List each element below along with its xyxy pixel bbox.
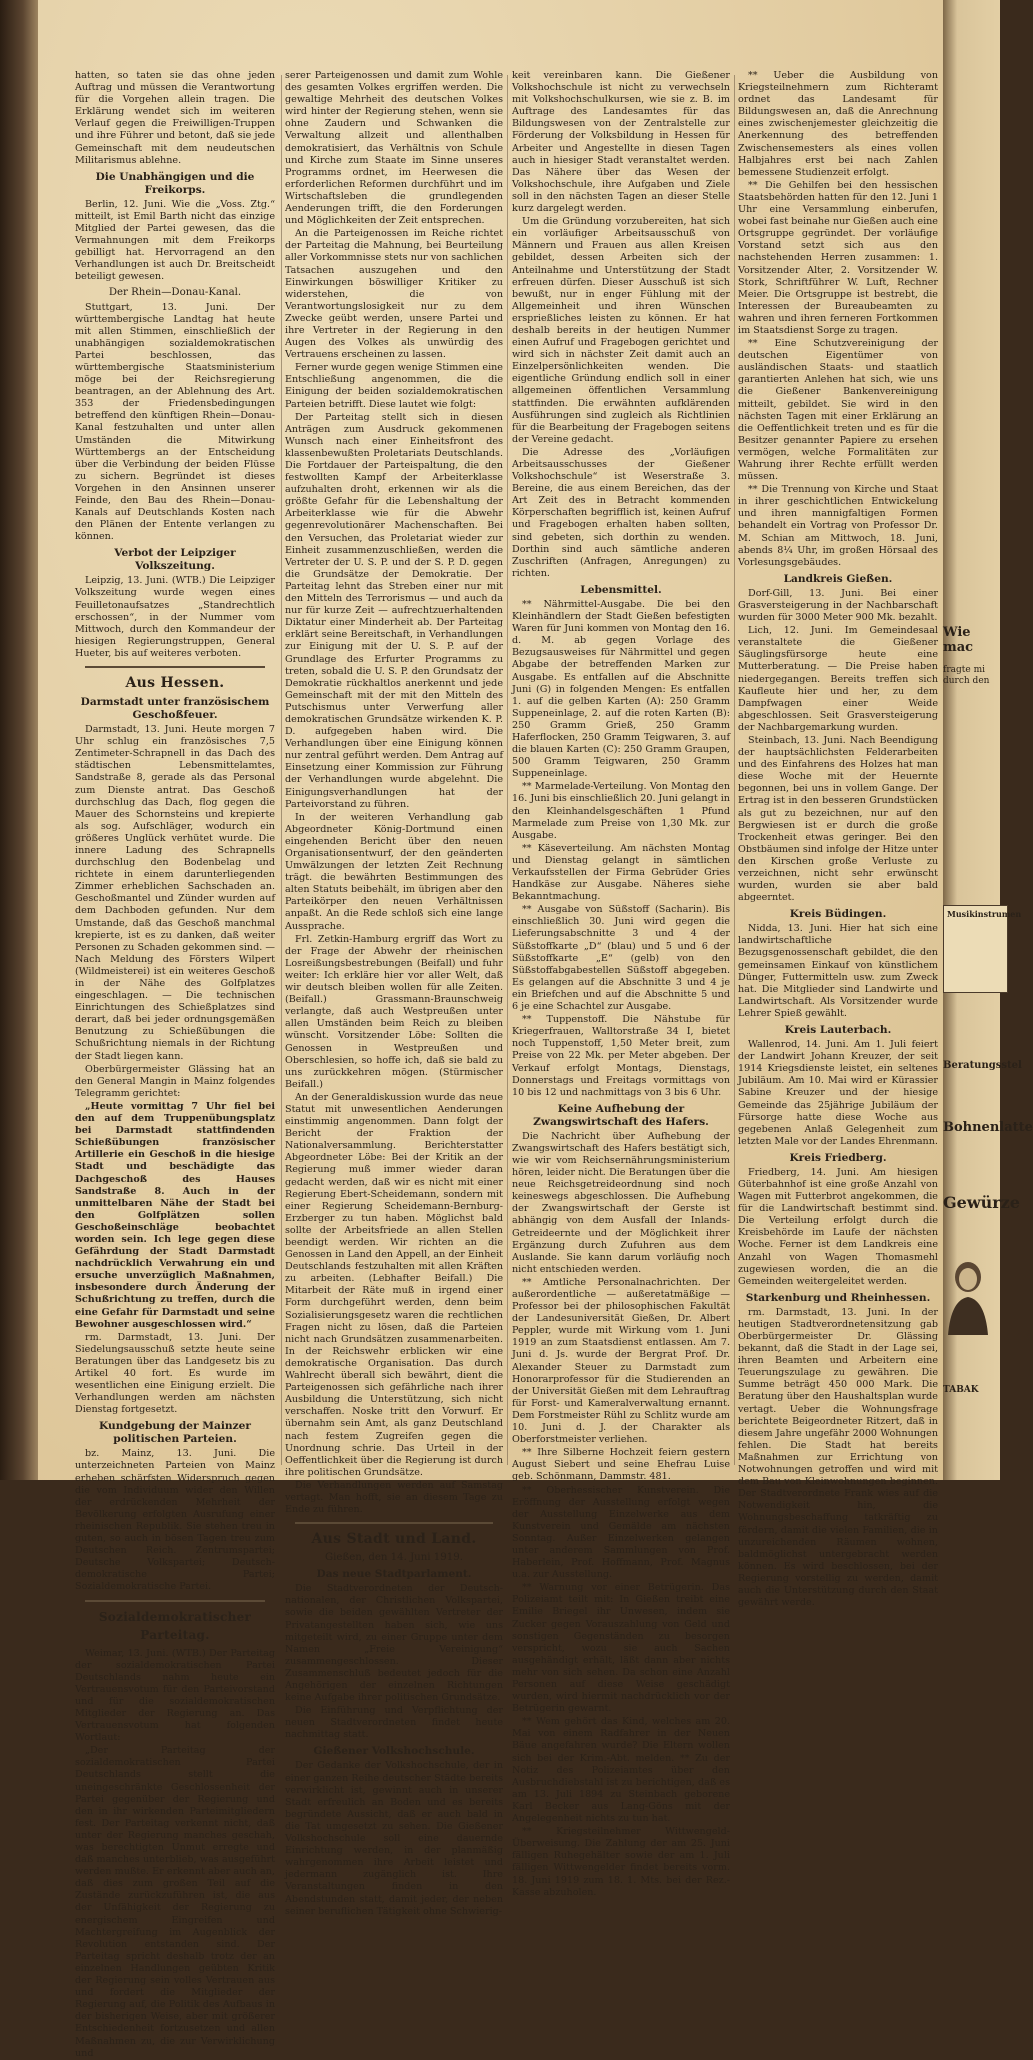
article-text: ** Ausgabe von Süßstoff (Sacharin). Bis einschließlich 30. Juni wird gegen die Lieferungsabschnitte 3 und 4 der Süßstoffkarte „D“ (blau) und 5 und 6 der Süßstoffkarte „E“ (gelb) von den Süßstoffabgabestellen Süßstoff abgegeben. Es gelangen auf die Abschnitte 3 und 4 je ein Briefchen und auf die Abschnitte 5 und 6 je eine Schachtel zur Ausgabe. [512, 904, 730, 1013]
article-text: ** Oberhessischer Kunstverein. Die Eröffnung der Ausstellung erfolgt wegen der Ausstellung Einzelwerke aus dem Kunstverein und Gemälde am nächsten Sonntag. Außer Einzelwerken gelangen unter anderem Sammlungen von Prof. Haberlein, Prof. Hoffmann, Prof. Magnus u.a. zur Ausstellung. [512, 1484, 730, 1581]
headline: Kreis Friedberg. [789, 1151, 887, 1164]
column-rule [281, 75, 282, 1465]
headline: Kreis Büdingen. [789, 908, 887, 921]
article-text: Die Verhandlungen werden auf Samstag vertagt. Man hofft, sie an diesem Tage zu Ende zu führen. [285, 1479, 503, 1516]
headline: Lebensmittel. [580, 583, 662, 596]
article-text: ** Wem gehört das Kind, welches am 20. Mai von einem Radfahrer in der Neuen Bäue angefahren wurde? Die Eltern wollen sich bei der Krim.-Abt. melden. ** Zu der Notiz des Polizeiamtes über den Ausbruchdiebstahl ist zu berichtigen, daß es am 13. Juli 1894 zu Steinbach geborene Karl Becker aus Lang-Göns mit der Angelegenheit nichts zu tun hat. [512, 1716, 730, 1825]
article-text: Weimar, 13. Juni. (WTB.) Der Parteitag der sozialdemokratischen Partei Deutschlands nahm heute ein Vertrauensvotum für den Parteivorstand und für die sozialdemokratischen Mitglieder der Regierung an. Das Vertrauensvotum hat folgenden Wortlaut: [75, 1647, 275, 1744]
ad-headline: Beratungsstel [943, 1060, 1022, 1071]
article-text: Leipzig, 13. Juni. (WTB.) Die Leipziger Volkszeitung wurde wegen eines Feuilletonaufsatzes „Standrechtlich erschossen“, in der Nummer vom Mittwoch, durch den Kommandeur der hiesigen Regierungstruppen, General Hueter, bis auf weiteres verboten. [75, 575, 275, 659]
adjacent-page [943, 0, 1033, 1480]
article-text: ** Nährmittel-Ausgabe. Die bei den Kleinhändlern der Stadt Gießen befestigten Waren für Juni kommen von Montag den 16. d. M. ab gegen Vorlage des Bezugsausweises für Nährmittel und gegen Abgabe der betreffenden Marken zur Ausgabe. Es entfallen auf die Abschnitte Juni (G) in folgenden Mengen: Es entfallen 1. auf die gelben Karten (A): 250 Gramm Suppeneinlage, 2. auf die roten Karten (B): 250 Gramm Grieß, 250 Gramm Haferflocken, 250 Gramm Teigwaren, 3. auf die blauen Karten (C): 250 Gramm Graupen, 500 Gramm Teigwaren, 250 Gramm Suppeneinlage. [512, 598, 730, 780]
binding-shadow [0, 0, 38, 1480]
article-text: Die Adresse des „Vorläufigen Arbeitsausschusses der Gießener Volkshochschule“ ist Weserstraße 3. Bereine, die aus einem Bereichen, das der Art Zeit des in Betracht kommenden Körperschaften begrifflich ist, keinen Aufruf und Fragebogen erhalten haben sollten, sind gebeten, sich dorthin zu wenden. Dorthin sind auch sämtliche anderen Zuschriften (Anfragen, Anregungen) zu richten. [512, 446, 730, 579]
column-1 [75, 70, 275, 2059]
article-text: serer Parteigenossen und damit zum Wohle des gesamten Volkes ergriffen werden. Die gewaltige Mehrheit des deutschen Volkes wird hinter der Regierung stehen, wenn sie ohne Zaudern und Schwanken die Verwaltung allzeit und allenthalben demokratisiert, das Verhältnis von Schule und Kirche zum Staate im Sinne unseres Programms ordnet, im Heerwesen die erforderlichen Reformen durchführt und im Wirtschaftsleben die grundlegenden Aenderungen trifft, die den Forderungen und Möglichkeiten der Zeit entsprechen. [285, 70, 503, 227]
headline: Verbot der Leipziger Volkszeitung. [114, 547, 236, 573]
article-text: bz. Mainz, 13. Juni. Die unterzeichneten Parteien von Mainz erheben schärfsten Widerspruch gegen die vom Individuum wider den Willen der erdrückenden Mehrheit der Bevölkerung erfolgten Ausrufung einer rheinischen Republik. Sie stehen treu in guten, so auch in bösen Tagen treu zum Deutschen Reich. Zentrumspartei; Deutsche Volkspartei; Deutsch-demokratische Partei; Sozialdemokratische Partei. [75, 1448, 275, 1593]
advertisement [943, 905, 1022, 993]
article-text: Stuttgart, 13. Juni. Der württembergische Landtag hat heute mit allen Stimmen, einschließlich der unabhängigen sozialdemokratischen Partei beschlossen, das württembergische Staatsministerium möge bei der Reichsregierung beantragen, an der Ablehnung des Art. 353 der Friedensbedingungen betreffend den künftigen Rhein—Donau-Kanal festzuhalten und unter allen Umständen die Mitwirkung Württembergs an der Entscheidung über die Verbindung der beiden Flüsse zu sichern. Begründet ist dieses Vorgehen in den Ansinnen unserer Feinde, den Bau des Rhein—Donau-Kanals auf Deutschlands Kosten nach den Plänen der Entente verlangen zu können. [75, 301, 275, 543]
article-text: Die Stadtverordneten der Deutsch-nationalen, der Christlichen Volkspartei, sowie die beiden gewählten Vertreter der Privatangestellten haben sich, wie uns mitgeteilt wird, zu einer Gruppe unter dem Namen „Freie Vereinigung“ zusammengeschlossen. Dieser Zusammenschluß bedeutet jedoch für die Angehörigen der einzelnen Richtungen keine Aufgabe ihrer politischen Grundsätze. [285, 1583, 503, 1704]
article-text: Nidda, 13. Juni. Hier hat sich eine landwirtschaftliche Bezugsgenossenschaft gebildet, die den gemeinsamen Einkauf von künstlichem Dünger, Futtermitteln usw. zum Zweck hat. Die Mitglieder sind Landwirte und Landwirtschaft. Als Vorsitzender wurde Lehrer Spieß gewählt. [738, 923, 938, 1019]
article-text: Dorf-Gill, 13. Juni. Bei einer Grasversteigerung in der Nachbarschaft wurden für 3000 Meter 900 Mk. bezahlt. [738, 587, 938, 624]
portrait-illustration [943, 1255, 993, 1335]
article-text: ** Ihre Silberne Hochzeit feiern gestern August Siebert und seine Ehefrau Luise geb. Schönmann, Dammstr. 481. [512, 1447, 730, 1483]
headline: Kreis Lauterbach. [784, 1024, 892, 1037]
headline: Darmstadt unter französischem Geschoßfeuer. [80, 696, 270, 722]
dateline: Gießen, den 14. Juni 1919. [325, 1552, 463, 1564]
section-heading: Aus Hessen. [125, 675, 225, 692]
ad-headline: Gewürze [943, 1193, 1020, 1212]
advertisement [943, 625, 1000, 745]
section-divider [85, 1600, 265, 1602]
section-divider [295, 1522, 493, 1524]
article-text: Frl. Zetkin-Hamburg ergriff das Wort zu der Frage der Abwehr der rheinischen Losreißungsbestrebungen (Beifall) und fuhr weiter: Ich erkläre hier vor aller Welt, daß wir deutsch bleiben wollen für alle Zeiten. (Beifall.) Grassmann-Braunschweig verlangte, daß auch Westpreußen unter allen Umständen beim Reich zu bleiben wünscht. Vorsitzender Löbe: Sollten die Genossen in Westpreußen und Oberschlesien, so hoffe ich, daß sie bald zu uns zurückkehren mögen. (Stürmischer Beifall.) [285, 933, 503, 1090]
ad-headline: Bohnenlatte [943, 1120, 1033, 1135]
column-rule [507, 75, 508, 1465]
article-text: hatten, so taten sie das ohne jeden Auftrag und müssen die Verantwortung für die Vorgehen allein tragen. Die Erklärung wendet sich im weiteren Verlauf gegen die Freiwilligen-Truppen und ihre Führer und betont, daß sie jede Gemeinschaft mit dem neudeutschen Militarismus ablehne. [75, 70, 275, 166]
ad-headline: Musikinstrumen [947, 909, 1022, 919]
article-text: Der Gedanke der Volkshochschule, der in einer ganzen Reihe deutscher Städte bereits verwirklicht ist, gewinnt auch in unserer Stadt erfreulich an Boden und es bereits begründete Aussicht, daß er auch bald in die Tat umgesetzt zu sehen. Die Gießener Volkshochschule soll eine dauernde Einrichtung werden, in der planmäßig wahrgenommen ihre Arbeit leistet und jedermann zugänglich ist. Ihre Veranstaltungen finden in den Abendstunden statt, damit jeder, der neben seiner beruflichen Tätigkeit ohne Schwierig- [285, 1760, 503, 1917]
article-text: rm. Darmstadt, 13. Juni. Der Siedelungsausschuß setzte heute seine Beratungen über das Landgesetz bis zu Artikel 40 fort. Es wurde im wesentlichen eine Einigung erzielt. Die Verhandlungen werden am nächsten Dienstag fortgesetzt. [75, 1331, 275, 1416]
article-text: ** Warnung vor einer Betrügerin. Das Polizeiamt teilt mit: In Gießen treibt eine Emilie Briegel ihr Unwesen, indem sie Zucker gegen Vorauszahlung von Geld und sonstigen Gegenständen zu besorgen verspricht, wozu sie auch Sachen ausgehändigt erhält, läßt dann aber nichts mehr von sich sehen. Da schon eine Anzahl Personen auf diese Weise geschädigt wurden, wird hiermit nachdrücklich vor der Betrügerin gewarnt. [512, 1582, 730, 1715]
article-text: Darmstadt, 13. Juni. Heute morgen 7 Uhr schlug ein französisches 7,5 Zentimeter-Schrapnell in das Dach des städtischen Lebensmittelamtes, Sandstraße 8, gerade als das Personal zum Dienste antrat. Das Geschoß durchschlug das Dach, flog gegen die Mauer des Schornsteins und krepierte als sog. Aufschläger, wodurch ein größeres Unglück verhütet wurde. Die innere Ladung des Schrapnells durchschlug den Bodenbelag und richtete in einem darunterliegenden Zimmer erheblichen Sachschaden an. Geschoßmantel und Zünder wurden auf dem Dachboden gefunden. Nur dem Umstande, daß das Geschoß manchmal krepierte, ist es zu danken, daß weiter Personen zu Schaden gekommen sind. — Nach Meldung des Försters Wilpert (Wildmeisterei) ist ein weiteres Geschoß in der Nähe des Golfplatzes eingeschlagen. — Die technischen Einrichtungen des Schießplatzes sind derart, daß bei jeder ordnungsgemäßen Benutzung zu Schießübungen die Schußrichtung niemals in der Richtung der Stadt liegen kann. [75, 724, 275, 1062]
headline: Keine Aufhebung der Zwangswirtschaft des Hafers. [533, 1102, 709, 1128]
article-text: Um die Gründung vorzubereiten, hat sich ein vorläufiger Arbeitsausschuß von Männern und Frauen aus allen Kreisen gebildet, dessen Arbeiten sich der Anteilnahme und Unterstützung der Stadt erfreuen dürfen. Dieser Ausschuß ist sich bewußt, nur in enger Fühlung mit der Allgemeinheit und ihren Wünschen ersprießliches leisten zu können. Er hat deshalb bereits in der heutigen Nummer einen Aufruf und Fragebogen gerichtet und wird sich in nächster Zeit damit auch an Einzelpersönlichkeiten wenden. Die eigentliche Gründung endlich soll in einer allgemeinen öffentlichen Versammlung stattfinden. Die erwähnten aufklärenden Ausführungen sind zugleich als Richtlinien für die Bearbeitung der Fragebogen seitens der Vereine gedacht. [512, 216, 730, 445]
column-rule [734, 75, 735, 1465]
article-text: ** Marmelade-Verteilung. Von Montag den 16. Juni bis einschließlich 20. Juni gelangt in den Kleinhandelsgeschäften 1 Pfund Marmelade zum Preise von 1,30 Mk. zur Ausgabe. [512, 781, 730, 841]
headline: Kundgebung der Mainzer politischen Parteien. [99, 1420, 251, 1446]
article-text: „Heute vormittag 7 Uhr fiel bei den auf dem Truppenübungsplatz bei Darmstadt stattfindenden Schießübungen französischer Artillerie ein Geschoß in die hiesige Stadt und beschädigte das Dachgeschoß des Hauses Sandstraße 8. Auch in der unmittelbaren Nähe der Stadt bei den Golfplätzen sollen Geschoßeinschläge beobachtet worden sein. Ich lege gegen diese Gefährdung der Stadt Darmstadt nachdrücklich Verwahrung ein und ersuche unverzüglich Maßnahmen, insbesondere durch Änderung der Schußrichtung zu treffen, durch die eine Gefahr für Darmstadt und seine Bewohner ausgeschlossen wird.“ [75, 1100, 275, 1330]
advertisement [943, 1060, 1022, 1090]
article-text: An der Generaldiskussion wurde das neue Statut mit unwesentlichen Aenderungen einstimmig angenommen. Dann folgt der Bericht der Fraktion der Nationalversammlung. Berichterstatter Abgeordneter Löbe: Bei der Kritik an der Regierung muß immer wieder daran gedacht werden, daß wir es nicht mit einer Regierung Ebert-Scheidemann, sondern mit einer Regierung Scheidemann-Bernburg-Erzberger zu tun haben. Möglichst bald sollte der Arbeitsfriede an allen Stellen beendigt werden. Wir richten an die Genossen in Land den Appell, an der Einheit Deutschlands festzuhalten mit allen Kräften zu arbeiten. (Lebhafter Beifall.) Die Mitarbeit der Räte muß in irgend einer Form durchgeführt werden, denn beim Sozialisierungsgesetz waren die rechtlichen Fragen nicht zu lösen, daß die Parteien nicht nach Grundsätzen zusammenarbeiten. In der Reichswehr erblicken wir eine demokratische Organisation. Das durch Wahlrecht überall sich bewährt, dient die Parteigenossen sich gefährliche nach ihrer Ausbildung die Unterstützung, sich nicht verschaffen. Noske tritt den Vorwurf. Er übernahm sein Amt, als ganz Deutschland nach festem Zugreifen gegen die Unordnung schrie. Das Urteil in der Oeffentlichkeit über die Regierung ist durch ihre politischen Grundsätze. [285, 1091, 503, 1478]
section-heading: Sozialdemokratischer Parteitag. [98, 1609, 252, 1642]
column-3 [512, 70, 730, 1898]
article-text: ** Amtliche Personalnachrichten. Der außerordentliche — außeretatmäßige — Professor bei der philosophischen Fakultät der Landesuniversität Gießen, Dr. Albert Peppler, wurde mit Wirkung vom 1. Juni 1919 an zum Staatsdienst entlassen. Am 7. Juni d. Js. wurde der Bergrat Prof. Dr. Alexander Steuer zu Darmstadt zum Honorarprofessor für die Studierenden an der Universität Gießen mit dem Lehrauftrag für Forst- und Kameralverwaltung ernannt. Dem Forstmeister Rühl zu Schlitz wurde am 10. Juni d. J. der Charakter als Oberforstmeister verliehen. [512, 1276, 730, 1446]
article-text: Wallenrod, 14. Juni. Am 1. Juli feiert der Landwirt Johann Kreuzer, der seit 1914 Kriegsdienste leistet, ein seltenes Jubiläum. Am 10. Mai wird er Kürassier Sabine Kreuzer und der hiesige Gemeinde das 25jährige Jubiläum der Fürsorge hatte diese Woche aus gegebenen Anlaß Gelegenheit zum letzten Male vor der Landes Ehrenmann. [738, 1039, 938, 1147]
headline: Das neue Stadtparlament. [316, 1568, 472, 1581]
headline: Landkreis Gießen. [783, 572, 893, 585]
article-text: ** Tuppenstoff. Die Nähstube für Kriegerfrauen, Walltorstraße 34 I, bietet noch Tuppenstoff, 1,50 Meter breit, zum Preise von 22 Mk. per Meter abgeben. Der Verkauf erfolgt Montags, Dienstags, Donnerstags und Freitags vormittags von 10 bis 12 und nachmittags von 3 bis 6 Uhr. [512, 1014, 730, 1098]
article-text: Lich, 12. Juni. Im Gemeindesaal veranstaltete die Gießener Säuglingsfürsorge heute eine Mutterberatung. — Die Preise haben niedergegangen. Bereits treffen sich Kaufleute hier und her, zu dem Dampfwagen einer Weide abgeschlossen. Seit Grasversteigerung der Nachbargemarkung wurden. [738, 625, 938, 733]
ad-text: fragte mi [943, 665, 985, 675]
headline: Starkenburg und Rheinhessen. [745, 1291, 931, 1304]
ad-headline: TABAK [943, 1385, 979, 1395]
advertisement [943, 1255, 1000, 1345]
article-text: ** Die Trennung von Kirche und Staat in ihrer geschichtlichen Entwickelung und ihren mannigfaltigen Formen behandelt ein Vortrag von Professor Dr. M. Schian am Mittwoch, 18. Juni, abends 8¼ Uhr, im großen Hörsaal des Vorlesungsgebäudes. [738, 484, 938, 568]
advertisement [943, 1385, 1000, 1405]
article-text: ** Ueber die Ausbildung von Kriegsteilnehmern zum Richteramt ordnet das Landesamt für Bildungswesen an, daß die Anrechnung eines zwischenjemester gleichzeitig die Anerkennung des betreffenden Zwischensemesters als eines vollen Halbjahres erst bei nach Zahlen bemessene Studienzeit erfolgt. [738, 70, 938, 178]
headline: Der Rhein—Donau-Kanal. [108, 287, 242, 299]
article-text: In der weiteren Verhandlung gab Abgeordneter König-Dortmund einen eingehenden Bericht über den neuen Organisationsentwurf, der den geänderten Umwälzungen der letzten Zeit Rechnung trägt. die bewährten Bestimmungen des alten Statuts beibehält, im übrigen aber den Parteikörper den neuen Verhältnissen anpaßt. An die Rede schloß sich eine lange Aussprache. [285, 811, 503, 932]
ad-headline: Wie mac [943, 625, 974, 655]
article-text: Die Nachricht über Aufhebung der Zwangswirtschaft des Hafers bestätigt sich, wie wir vom Reichsernährungsministerium hören, leider nicht. Die Beratungen über die neue Reichsgetreideordnung sind noch keineswegs abgeschlossen. Die Aufhebung der Zwangswirtschaft der Gerste ist abhängig von dem Ausfall der Inlands-Getreideernte und der Möglichkeit ihrer Ergänzung durch Zufuhren aus dem Auslande. Sie kann darum vorläufig noch nicht entschieden werden. [512, 1130, 730, 1275]
article-text: Der Parteitag stellt sich in diesen Anträgen zum Ausdruck gekommenen Wunsch nach einer Einheitsfront des klassenbewußten Proletariats Deutschlands. Die Fortdauer der Parteispaltung, die den festwollten Kampf der Arbeiterklasse aufzuhalten droht, erkennen wir als die größte Gefahr für die Lebenshaltung der Arbeiterklasse wie für die Abwehr gegenrevolutionärer Machenschaften. Bei den Versuchen, das Proletariat wieder zur Einheit zusammenzuschließen, werden die Vertreter der U. S. P. und der S. P. D. gegen die Grundsätze der Demokratie. Der Parteitag lehnt das Streben einer nur mit den Mitteln des Terrorismus — und auch da nur für kurze Zeit — aufrechtzuerhaltenden Diktatur einer Minderheit ab. Der Parteitag erklärt seine Bereitschaft, in Verhandlungen zur Einigung mit der U. S. P. auf der Grundlage des Erfurter Programms zu treten, sobald die U. S. P. den Grundsatz der Demokratie rückhaltlos anerkennt und jede Gemeinschaft mit der mit den Mitteln des Putschismus unter Verwerfung aller demokratischen Grundsätze wirkenden K. P. D. aufgegeben haben wird. Die Verhandlungen über eine Einigung können nur zentral geführt werden. Dem Antrag auf Einsetzung einer Kommission zur Führung der Verhandlungen wurde abgelehnt. Die Einigungsverhandlungen hat der Parteivorstand zu führen. [285, 411, 503, 810]
article-text: Steinbach, 13. Juni. Nach Beendigung der hauptsächlichsten Felderarbeiten und des Einfahrens des Holzes hat man diese Woche mit der Heuernte begonnen, bei uns in vollem Gange. Der Ertrag ist in den besseren Grundstücken als gut zu bezeichnen, nur auf den Bergwiesen ist er durch die große Trockenheit etwas geringer. Bei den Obstbäumen sind infolge der Hitze unter den Kirschen große Verluste zu verzeichnen, nicht sehr erwünscht wurden, wurden sie aber bald abgeerntet. [738, 734, 938, 904]
headline: Die Unabhängigen und die Freikorps. [95, 170, 255, 196]
section-divider [85, 666, 265, 668]
article-text: An die Parteigenossen im Reiche richtet der Parteitag die Mahnung, bei Beurteilung aller Vorkommnisse stets nur von sachlichen Tatsachen auszugehen und den Einwirkungen böswilliger Kritiker zu widerstehen, die von Verantwortungslosigkeit nur zu dem Zwecke geübt werden, unsere Partei und ihre Vertreter in der Regierung in den Augen des Volkes als unwürdig des Vertrauens erscheinen zu lassen. [285, 228, 503, 361]
article-text: „Der Parteitag der sozialdemokratischen Partei Deutschlands stellt die uneingeschränkte Geschlossenheit der Partei gegenüber der Regierung und den in ihr wirkenden Parteimitgliedern fest. Der Parteitag verkennt nicht, daß unter der Regierung manches geschah, was berechtigten Unmut erregte und daß manches unterblieb, was ausgeführt werden mußte. Er erkennt aber auch an, daß dies zum großen Teil auf die Zustände zurückzuführen ist, die aus der Unfähigkeit der Regierung zu energischem Eingreifen und Machtergreifung im Augenblick der Revolution entstanden sind. Der Parteitag spricht deshalb trotz der an einzelnen Handlungen geübten Kritik der Regierung sein volles Vertrauen aus und fordert die Mitglieder der Regierung auf, die Politik des Aufbaus in der bisherigen Weise, aber mit größerer Entschiedenheit fortzusetzen und allen Maßnahmen zu, die zur Verwirklichung und [75, 1745, 275, 2059]
advertisement [943, 1193, 1020, 1225]
article-text: rm. Darmstadt, 13. Juni. In der heutigen Stadtverordnetensitzung gab Oberbürgermeister Dr. Glässing bekannt, daß die Stadt in der Lage sei, ihren Beamten und Arbeitern eine Teuerungszulage zu gewähren. Die Summe beträgt 450 000 Mark. Die Beratung über den Haushaltsplan wurde vertagt. Ueber die Wohnungsfrage berichtete Beigeordneter Ritzert, daß in diesem Jahre ungefähr 2000 Wohnungen fehlen. Die Stadt hat bereits Maßnahmen zur Errichtung von Notwohnungen getroffen und wird mit dem Bau von Kleinwohnungen beginnen. Der Stadtverordnete Frank wies auf die Notwendigkeit hin, die Wohnungsbeschaffung tatkräftig zu fördern, damit die vielen Familien, die in unzureichenden Räumen wohnen, baldmöglichst untergebracht werden können. Es wird beschlossen, bei der Regierung vorstellig zu werden, damit auch die Unterstützung durch den Staat gewährt werde. [738, 1306, 938, 1609]
article-text: ** Eine Schutzvereinigung der deutschen Eigentümer von ausländischen Staats- und staatlich garantierten Anlehen hat sich, wie uns die Gießener Bankenvereinigung mitteilt, gebildet. Sie wird in den nächsten Tagen mit einer Erklärung an die Oeffentlichkeit treten und es für die Besitzer genannter Papiere zu ersehen vermögen, welche Formalitäten zur Wahrung ihrer Rechte erfüllt werden müssen. [738, 338, 938, 483]
section-heading: Aus Stadt und Land. [311, 1531, 477, 1548]
article-text: ** Kriegsteilnehmer Wittwengeld-Überweisung. Die Zahlung der am 25. Juni fälligen Ruhegehälter sowie der am 1. Juli fälligen Wittwengelder findet bereits vorm. 18. Juni 1919 zum 18. 1. Mts. bei der Rez.-Kasse abzuholen. [512, 1826, 730, 1898]
column-2 [285, 70, 503, 1917]
article-text: Ferner wurde gegen wenige Stimmen eine Entschließung angenommen, die die Einigung der beiden sozialdemokratischen Parteien betrifft. Diese lautet wie folgt: [285, 362, 503, 410]
article-text: ** Die Gehilfen bei den hessischen Staatsbehörden hatten für den 12. Juni 1 Uhr eine Versammlung einberufen, wobei fast beinahe nur Gießen auch eine Ortsgruppe gegründet. Der vorläufige Vorstand setzt sich aus den nachstehenden Herren zusammen: 1. Vorsitzender Alter, 2. Vorsitzender W. Stork, Schriftführer W. Luft, Rechner Meier. Die Ortsgruppe ist bestrebt, die Interessen der Bureaubeamten zu wahren und ihren ferneren Fortkommen im Staatsdienst Sorge zu tragen. [738, 179, 938, 336]
article-text: Die Einführung und Verpflichtung der neuen Stadtverordneten findet heute nachmittag statt. [285, 1705, 503, 1741]
ad-text: durch den [943, 676, 990, 686]
article-text: Berlin, 12. Juni. Wie die „Voss. Ztg.“ mitteilt, ist Emil Barth nicht das einzige Mitglied der Partei gewesen, das die Vermahnungen mit dem Freikorps gebilligt hat. Hervorragend an den Verhandlungen ist auch Dr. Breitscheidt beteiligt gewesen. [75, 198, 275, 283]
article-text: keit vereinbaren kann. Die Gießener Volkshochschule ist nicht zu verwechseln mit Volkshochschulkursen, wie sie z. B. im Auftrage des Landesamtes für das Bildungswesen von der Zentralstelle zur Förderung der Volksbildung in Hessen für Arbeiter und Angestellte in diesen Tagen auch in hiesiger Stadt veranstaltet werden. Das Nähere über das Wesen der Volkshochschule, ihre Aufgaben und Ziele soll in den nächsten Tagen an dieser Stelle kurz dargelegt werden. [512, 70, 730, 215]
advertisement [943, 1120, 1033, 1150]
article-text: Oberbürgermeister Glässing hat an den General Mangin in Mainz folgendes Telegramm gerichtet: [75, 1063, 275, 1099]
article-text: Friedberg, 14. Juni. Am hiesigen Güterbahnhof ist eine große Anzahl von Wagen mit Futterbrot angekommen, die für die Landwirtschaft bestimmt sind. Die Verteilung erfolgt durch die Kreisbehörde im Laufe der nächsten Woche. Ferner ist dem Landkreis eine Anzahl von Wagen Thomasmehl zugewiesen worden, die an die Gemeinden weitergeleitet werden. [738, 1166, 938, 1287]
headline: Gießener Volkshochschule. [313, 1745, 475, 1758]
column-4 [738, 70, 938, 1609]
article-text: ** Käseverteilung. Am nächsten Montag und Dienstag gelangt in sämtlichen Verkaufsstellen der Firma Gebrüder Gries Handkäse zur Ausgabe. Näheres siehe Bekanntmachung. [512, 842, 730, 903]
